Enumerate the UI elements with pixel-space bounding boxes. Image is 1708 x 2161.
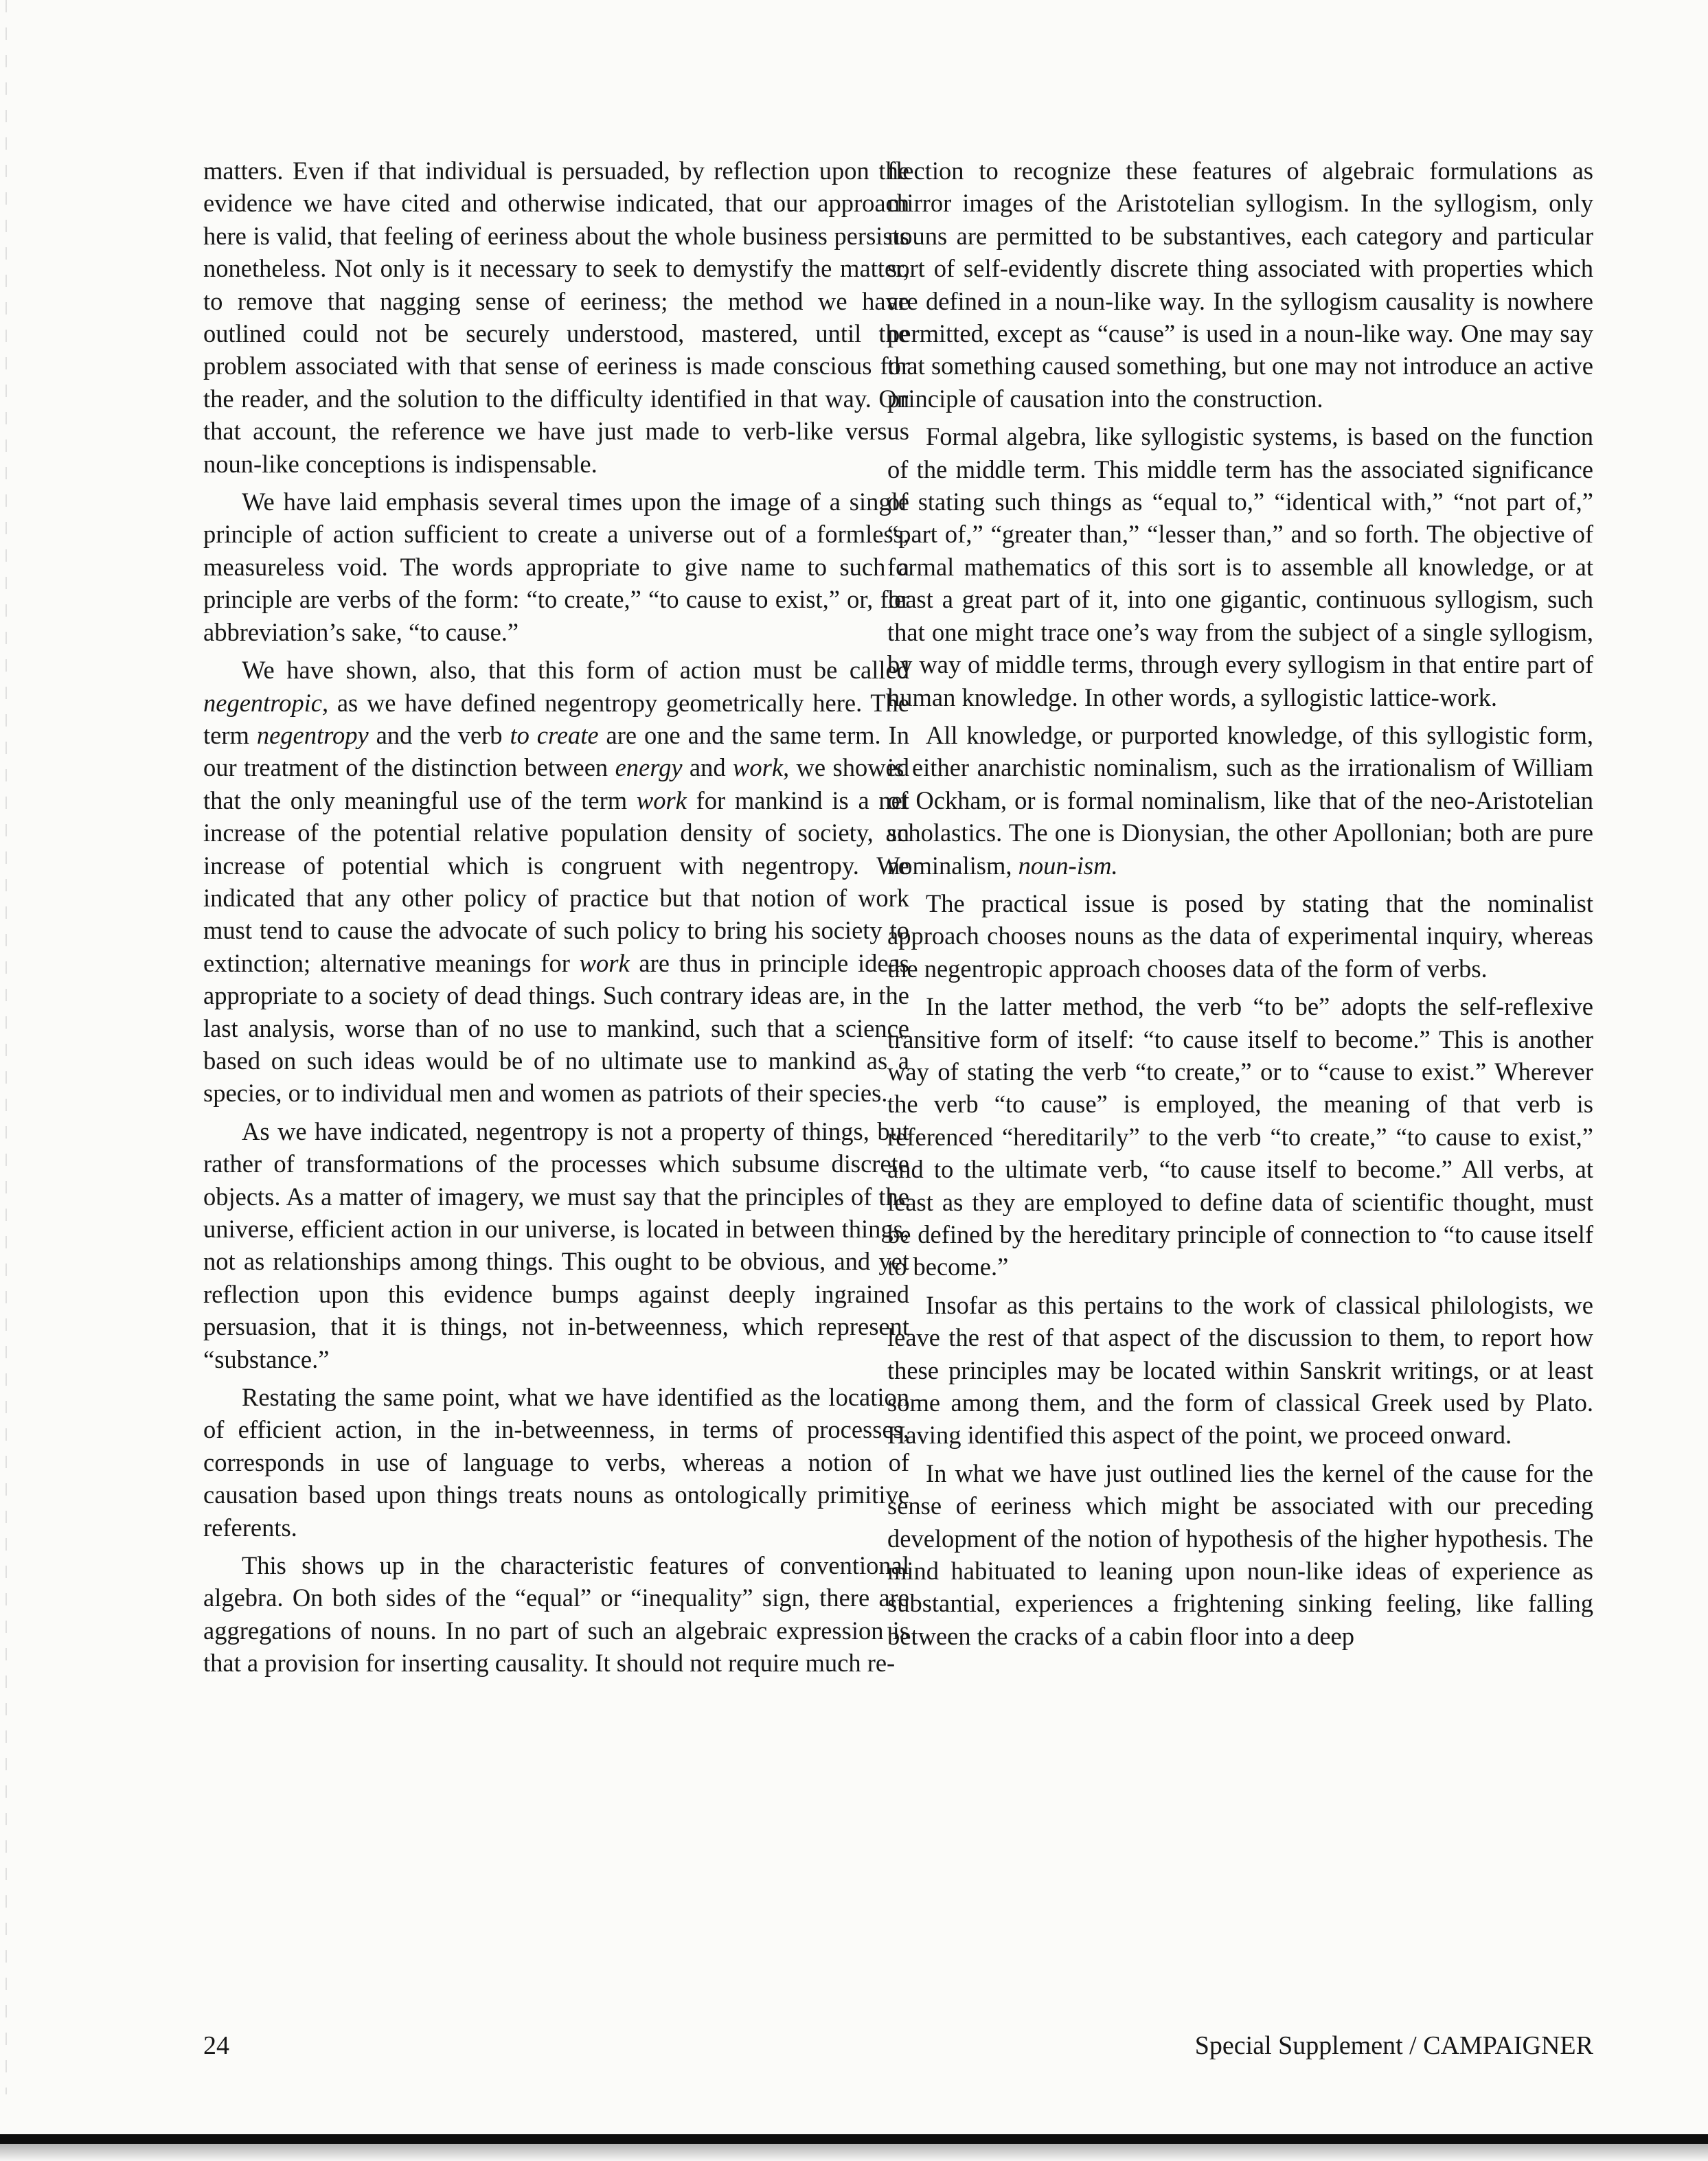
text-run: All knowledge, or purported knowledge, of this syllogistic form, is either anarchistic nominalism, such as the irrationalism of William of Ockham, or is formal nominalism, like that of the neo-Aristotelian scholastics. The one is Dionysian, the other Apollonian; both are pure nominalism, xyxy=(887,720,1593,880)
paragraph: This shows up in the characteristic features of conventional algebra. On both sides of the “equal” or “inequality” sign, there are aggregations of nouns. In no part of such an algebraic expression is that a provision for inserting causality. It should not require much re- xyxy=(203,1551,909,1678)
paragraph: flection to recognize these features of algebraic formulations as mirror images of the Aristotelian syllogism. In the syllogism, only nouns are permitted to be substantives, each category and particular sort of self-evidently discrete thing associated with properties which are defined in a noun-like way. In the syllogism causality is nowhere permitted, except as “cause” is used in a noun-like way. One may say that something caused something, but one may not introduce an active principle of causation into the construction. xyxy=(887,157,1593,413)
text-run: We have shown, also, that this form of action must be called xyxy=(242,656,909,685)
text-run: and the verb xyxy=(368,720,510,749)
emphasis: noun-ism. xyxy=(1018,851,1118,880)
paragraph: Restating the same point, what we have identified as the location of efficient action, in the in-betweenness, in terms of processes, corresponds in use of language to verbs, whereas a notion of causation based upon things treats nouns as ontologically primitive referents. xyxy=(203,1383,909,1542)
emphasis: work xyxy=(579,948,630,977)
text-run: are thus in principle ideas appropriate to a society of dead things. Such contrary ideas are, in the last analysis, worse than of no use to mankind, such that a science based on such ideas would be of no ultimate use to mankind as a species, or to individual men and women as patriots of their species. xyxy=(203,948,909,1108)
emphasis: work xyxy=(636,786,687,814)
paragraph: The practical issue is posed by stating that the nominalist approach chooses nouns as the data of experimental inquiry, whereas the negentropic approach chooses data of the form of verbs. xyxy=(887,889,1593,983)
left-column xyxy=(203,155,909,1680)
paragraph: In the latter method, the verb “to be” adopts the self-reflexive transitive form of itself: “to cause itself to become.” This is another way of stating the verb “to create,” or to “cause to exist.” Wherever the verb “to cause” is employed, the meaning of that verb is referenced “hereditarily” to the verb “to create,” “to cause to exist,” and to the ultimate verb, “to cause itself to become.” All verbs, at least as they are employed to define data of scientific thought, must be defined by the hereditary principle of connection to “to cause itself to become.” xyxy=(887,992,1593,1281)
paragraph: In what we have just outlined lies the kernel of the cause for the sense of eeriness which might be associated with our preceding development of the notion of hypothesis of the higher hypothesis. The mind habituated to leaning upon noun-like ideas of experience as substantial, experiences a frightening sinking feeling, like falling between the cracks of a cabin floor into a deep xyxy=(887,1459,1593,1650)
text-run: we showed that the only meaningful use of the term xyxy=(203,753,910,814)
text-run: are one and the same term. In our treatment of the distinction between xyxy=(203,720,909,782)
paragraph: We have laid emphasis several times upon the image of a single principle of action sufficient to create a universe out of a formless, measureless void. The words appropriate to give name to such a principle are verbs of the form: “to create,” “to cause to exist,” or, for abbreviation’s sake, “to cause.” xyxy=(203,488,909,646)
paragraph: Insofar as this pertains to the work of classical philologists, we leave the rest of that aspect of the discussion to them, to report how these principles may be located within Sanskrit writings, or at least some among them, and the form of classical Greek used by Plato. Having identified this aspect of the point, we proceed onward. xyxy=(887,1290,1593,1450)
text-run: for mankind is a net increase of the potential relative population density of society, an increase of potential which is congruent with negentropy. We indicated that any other policy of practice but that notion of work must tend to cause the advocate of such policy to bring his society to extinction; alternative meanings for xyxy=(203,786,909,977)
bottom-rule-shadow xyxy=(0,2144,1708,2161)
emphasis: negentropy xyxy=(256,720,369,749)
emphasis: energy xyxy=(615,753,683,782)
page-number: 24 xyxy=(203,2031,229,2060)
page-edge xyxy=(5,0,7,2094)
paragraph: matters. Even if that individual is persuaded, by reflection upon the evidence we have cited and otherwise indicated, that our approach here is valid, that feeling of eeriness about the whole business persists nonetheless. Not only is it necessary to seek to demystify the matter, to remove that nagging sense of eeriness; the method we have outlined could not be securely understood, mastered, until the problem associated with that sense of eeriness is made conscious for the reader, and the solution to the difficulty identified in that way. On that account, the reference we have just made to verb-like versus noun-like conceptions is indispensable. xyxy=(203,157,909,478)
emphasis: work, xyxy=(733,753,790,782)
paragraph: As we have indicated, negentropy is not a property of things, but rather of transformations of the processes which subsume discrete objects. As a matter of imagery, we must say that the principles of the universe, efficient action in our universe, is located in between things, not as relationships among things. This ought to be obvious, and yet reflection upon this evidence bumps against deeply ingrained persuasion, that it is things, not in-betweenness, which represent “substance.” xyxy=(203,1117,909,1373)
paragraph: Formal algebra, like syllogistic systems, is based on the function of the middle term. This middle term has the associated significance of stating such things as “equal to,” “identical with,” “not part of,” “part of,” “greater than,” “lesser than,” and so forth. The objective of formal mathematics of this sort is to assemble all knowledge, or at least a great part of it, into one gigantic, continuous syllogism, such that one might trace one’s way from the subject of a single syllogism, by way of middle terms, through every syllogism in that entire part of human knowledge. In other words, a syllogistic lattice-work. xyxy=(887,422,1593,711)
emphasis: to create xyxy=(510,720,599,749)
emphasis: negentropic, xyxy=(203,688,329,717)
right-column xyxy=(887,155,1593,1652)
bottom-rule xyxy=(0,2134,1708,2144)
text-run: as we have defined negentropy geometrically here. The term xyxy=(203,688,909,749)
paragraph xyxy=(887,719,1593,882)
paragraph xyxy=(203,654,909,1110)
running-foot: Special Supplement / CAMPAIGNER xyxy=(1194,2031,1593,2060)
text-run: and xyxy=(682,753,733,782)
